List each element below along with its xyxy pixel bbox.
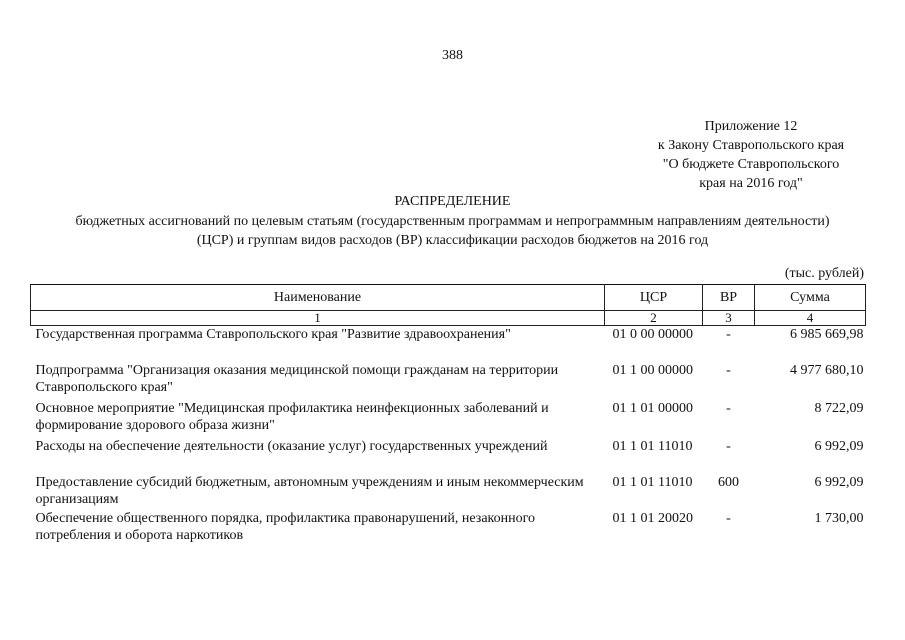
table-row	[31, 438, 866, 474]
appendix-line: к Закону Ставропольского края	[657, 138, 845, 153]
column-number-row	[31, 311, 866, 326]
row-name: Государственная программа Ставропольского края "Развитие здравоохранения"	[35, 327, 511, 342]
units-label: (тыс. рублей)	[784, 266, 864, 281]
row-vr: -	[726, 438, 731, 454]
header-sum: Сумма	[755, 285, 866, 311]
subtitle-line: (ЦСР) и группам видов расходов (ВР) классификации расходов бюджетов на 2016 год	[196, 233, 709, 248]
row-name: Расходы на обеспечение деятельности (оказание услуг) государственных учреждений	[35, 438, 548, 454]
table-row	[31, 362, 866, 400]
budget-table	[30, 284, 866, 546]
subtitle-line: бюджетных ассигнований по целевым статьям (государственным программам и непрограммным направлениям деятельности)	[75, 214, 830, 229]
table-row	[31, 510, 866, 546]
row-csr: 01 1 01 20020	[612, 510, 693, 526]
row-sum: 1 730,00	[814, 510, 864, 526]
row-vr: -	[726, 362, 731, 378]
column-number: 1	[31, 311, 605, 326]
column-number: 3	[703, 311, 755, 326]
row-csr: 01 1 01 11010	[612, 438, 693, 454]
appendix-line: Приложение 12	[704, 119, 798, 134]
row-name: Обеспечение общественного порядка, профилактика правонарушений, незаконного потребления и оборота наркотиков	[35, 510, 536, 543]
row-vr: -	[726, 327, 731, 342]
row-vr: -	[726, 510, 731, 526]
header-vr: ВР	[703, 285, 755, 311]
header-csr: ЦСР	[605, 285, 703, 311]
table-header-row	[31, 285, 866, 311]
table-row	[31, 326, 866, 362]
row-sum: 6 992,09	[814, 474, 864, 490]
column-number: 2	[605, 311, 703, 326]
row-vr: 600	[718, 474, 739, 490]
row-name: Подпрограмма "Организация оказания медицинской помощи гражданам на территории Ставропольского края"	[35, 362, 559, 395]
row-csr: 01 1 00 00000	[612, 362, 693, 378]
row-vr: -	[726, 400, 731, 416]
row-csr: 01 0 00 00000	[612, 327, 693, 342]
document-title: РАСПРЕДЕЛЕНИЕ	[394, 194, 511, 209]
table-row	[31, 474, 866, 510]
header-name: Наименование	[31, 285, 605, 311]
row-csr: 01 1 01 11010	[612, 474, 693, 490]
row-sum: 6 985 669,98	[790, 327, 864, 342]
row-name: Предоставление субсидий бюджетным, автономным учреждениям и иным некоммерческим организациям	[35, 474, 584, 507]
document-subtitle	[20, 212, 885, 250]
appendix-block	[640, 117, 862, 193]
column-number: 4	[755, 311, 866, 326]
row-sum: 8 722,09	[814, 400, 864, 416]
row-sum: 6 992,09	[814, 438, 864, 454]
row-name: Основное мероприятие "Медицинская профилактика неинфекционных заболеваний и формирование здорового образа жизни"	[35, 400, 549, 433]
appendix-line: "О бюджете Ставропольского	[662, 157, 840, 172]
row-sum: 4 977 680,10	[790, 362, 864, 378]
table-row	[31, 400, 866, 438]
appendix-line: края на 2016 год"	[699, 176, 803, 191]
page-number: 388	[442, 48, 463, 63]
row-csr: 01 1 01 00000	[612, 400, 693, 416]
